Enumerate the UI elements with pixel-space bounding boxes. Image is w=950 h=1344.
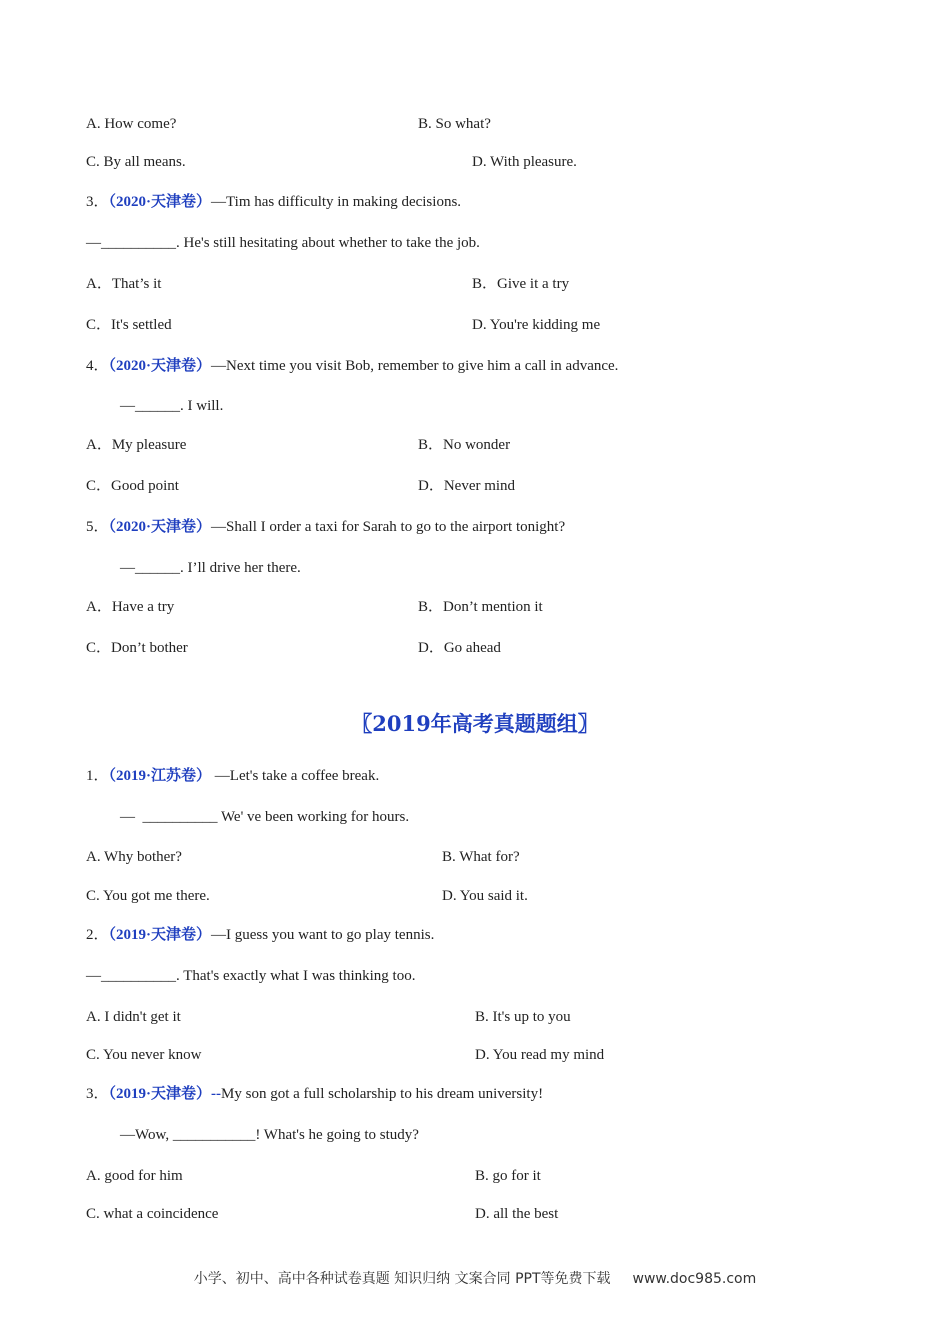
question-reply: —______. I will. <box>120 398 224 414</box>
question-prompt: My son got a full scholarship to his dream university! <box>221 1086 544 1102</box>
option-a: A．Have a try <box>86 599 175 615</box>
option-b: B. What for? <box>442 849 520 865</box>
footer-text: 小学、初中、高中各种试卷真题 知识归纳 文案合同 PPT等免费下载 <box>193 1271 611 1287</box>
question-4-2020 <box>86 356 618 376</box>
section-title: 〖2019年高考真题题组〗 <box>351 711 599 736</box>
question-prompt: —I guess you want to go play tennis. <box>211 927 435 943</box>
option-c: C．Good point <box>86 478 179 494</box>
question-reply: —__________. He's still hesitating about whether to take the job. <box>86 235 480 251</box>
question-number: 5． <box>86 519 109 535</box>
question-source: （2019·天津卷） <box>108 1086 212 1102</box>
question-source: （2019·天津卷） <box>108 927 212 943</box>
option-c: C．It's settled <box>86 317 172 333</box>
question-number: 2． <box>86 927 109 943</box>
option-c: C. By all means. <box>86 154 186 170</box>
question-source: （2019·江苏卷） <box>108 768 212 784</box>
option-a: A. I didn't get it <box>86 1009 181 1025</box>
option-a: A. good for him <box>86 1168 183 1184</box>
question-prompt: —Tim has difficulty in making decisions. <box>211 194 462 210</box>
option-d: D. You're kidding me <box>472 317 601 333</box>
option-d: D. all the best <box>475 1206 559 1222</box>
page-footer <box>0 1268 950 1288</box>
option-d: D. You said it. <box>442 888 528 904</box>
question-source: （2020·天津卷） <box>108 519 212 535</box>
option-a: A．My pleasure <box>86 437 187 453</box>
question-prompt: —Next time you visit Bob, remember to give him a call in advance. <box>211 358 619 374</box>
option-c: C．Don’t bother <box>86 640 188 656</box>
option-a: A. Why bother? <box>86 849 182 865</box>
question-reply: —______. I’ll drive her there. <box>120 560 301 576</box>
question-reply: — __________ We' ve been working for hours. <box>120 809 410 825</box>
question-5-2020 <box>86 517 565 537</box>
question-3-2020 <box>86 192 461 212</box>
footer-url[interactable]: www.doc985.com <box>632 1271 757 1287</box>
option-d: D. With pleasure. <box>472 154 577 170</box>
option-d: D．Go ahead <box>418 640 501 656</box>
question-number: 1． <box>86 768 109 784</box>
option-a: A. How come? <box>86 116 177 132</box>
question-number: 3． <box>86 194 109 210</box>
question-source: （2020·天津卷） <box>108 358 212 374</box>
option-d: D．Never mind <box>418 478 516 494</box>
question-number: 4． <box>86 358 109 374</box>
question-3-2019 <box>86 1084 543 1104</box>
question-reply: —__________. That's exactly what I was thinking too. <box>86 968 416 984</box>
question-source: （2020·天津卷） <box>108 194 212 210</box>
option-b: B．Give it a try <box>472 276 570 292</box>
option-b: B．No wonder <box>418 437 511 453</box>
option-a: A．That’s it <box>86 276 162 292</box>
option-d: D. You read my mind <box>475 1047 605 1063</box>
option-b: B. It's up to you <box>475 1009 571 1025</box>
question-prompt: —Let's take a coffee break. <box>211 768 380 784</box>
option-c: C. You never know <box>86 1047 202 1063</box>
option-c: C. what a coincidence <box>86 1206 219 1222</box>
question-2-2019 <box>86 925 434 945</box>
option-b: B．Don’t mention it <box>418 599 543 615</box>
question-prompt: —Shall I order a taxi for Sarah to go to the airport tonight? <box>211 519 566 535</box>
question-number: 3． <box>86 1086 109 1102</box>
question-1-2019 <box>86 766 379 786</box>
question-reply: —Wow, ___________! What's he going to study? <box>120 1127 419 1143</box>
option-b: B. So what? <box>418 116 491 132</box>
option-b: B. go for it <box>475 1168 541 1184</box>
option-c: C. You got me there. <box>86 888 210 904</box>
question-dash: -- <box>211 1086 222 1102</box>
